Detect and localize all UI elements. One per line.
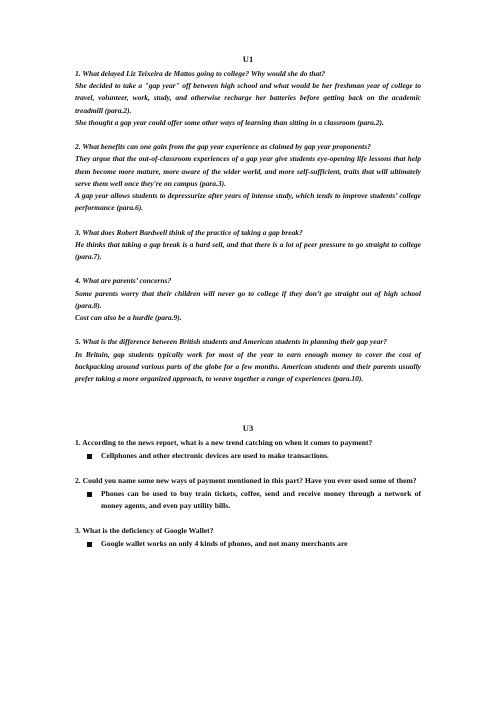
u1-question-1: 1. What delayed Liz Teixeira de Mattos going to college? Why would she do that? — [75, 69, 326, 78]
square-bullet-icon — [87, 542, 92, 547]
u1-answer-3a: He thinks that taking a gap break is a hard sell, and that there is a lot of peer pressure to go straight to college (para.7). — [75, 239, 421, 262]
u3-answer-3-text: Google wallet works on only 4 kinds of phones, and not many merchants are — [101, 538, 348, 548]
u1-answer-1b: She thought a gap year could offer some other ways of learning than sitting in a classroom (para.2). — [75, 117, 384, 127]
u1-answer-4a: Some parents worry that their children will never go to college if they don’t go straight out of high school (para.8). — [75, 288, 421, 310]
u1-answer-2a: They argue that the out-of-classroom experiences of a gap year give students eye-opening life lessons that help them become more mature, more aware of the wider world, and more self-sufficient, traits that will ultimately serve them well once they're on campus (para.3). — [75, 154, 421, 188]
u1-question-5: 5. What is the difference between British students and American students in planning their gap year? — [75, 337, 387, 347]
document-content — [75, 53, 421, 551]
unit-3-title: U3 — [242, 423, 254, 434]
u1-question-3: 3. What does Robert Bardwell think of the practice of taking a gap break? — [75, 227, 303, 237]
u3-answer-2-text: Phones can be used to buy train tickets, coffee, send and receive money through a network of money agents, and even pay utility bills. — [101, 488, 421, 511]
u3-answer-1 — [75, 450, 421, 463]
u1-answer-1a: She decided to take a "gap year" off between high school and what would be her freshman year of college to travel, volunteer, work, study, and otherwise recharge her batteries before getting back on the academic treadmill (para.2). — [75, 81, 421, 115]
u3-question-3: 3. What is the deficiency of Google Wallet? — [75, 526, 214, 536]
u3-question-2: 2. Could you name some new ways of payment mentioned in this part? Have you ever used some of them? — [75, 476, 417, 485]
u1-question-2: 2. What benefits can one gain from the gap year experience as claimed by gap year proponents? — [75, 142, 371, 152]
u3-answer-2 — [75, 488, 421, 513]
u1-answer-2b: A gap year allows students to depressurize after years of intense study, which tends to improve students’ college performance (para.6). — [75, 191, 421, 213]
unit-1-section — [75, 53, 421, 385]
u3-answer-3 — [75, 538, 421, 551]
u1-question-4: 4. What are parents’ concerns? — [75, 276, 172, 286]
u3-answer-1-text: Cellphones and other electronic devices are used to make transactions. — [101, 450, 329, 460]
unit-1-title: U1 — [242, 54, 254, 64]
u3-question-1: 1. According to the news report, what is a new trend catching on when it comes to payment? — [75, 438, 373, 448]
u1-answer-5a: In Britain, gap students typically work for most of the year to earn enough money to cover the cost of backpacking around various parts of the globe for a few months. American students and their parents usually prefer taking a more organized approach, to weave together a range of experiences (para.10). — [75, 349, 421, 384]
u1-answer-4b: Cost can also be a hurdle (para.9). — [75, 313, 182, 323]
unit-3-section — [75, 422, 421, 550]
square-bullet-icon — [87, 454, 92, 459]
square-bullet-icon — [87, 492, 92, 497]
